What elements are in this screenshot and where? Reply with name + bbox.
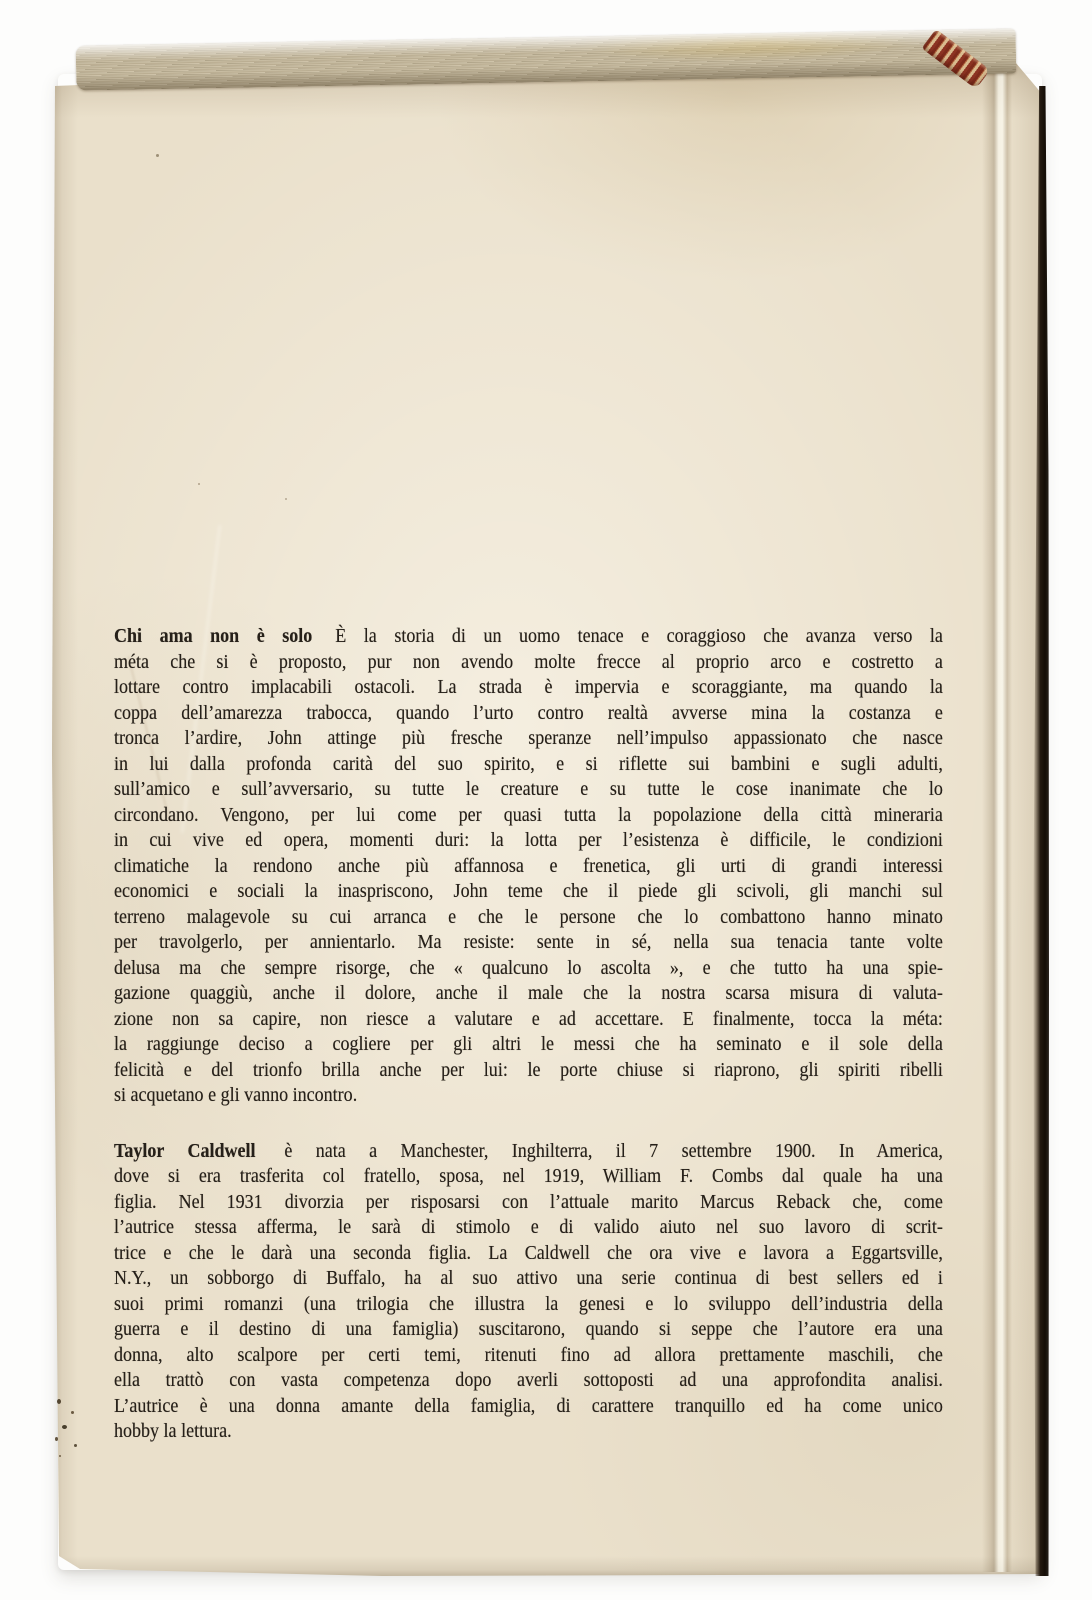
- spine-hinge-groove: [982, 60, 1012, 1572]
- stain-speck: [74, 1444, 77, 1447]
- text-line: climatiche la rendono anche più affannosa e frenetica, gli urti di grandi interessi: [114, 854, 943, 877]
- text-line: gazione quaggiù, anche il dolore, anche il male che la nostra scarsa misura di valuta-: [114, 982, 943, 1004]
- paragraph: [114, 1139, 943, 1445]
- text-line: figlia. Nel 1931 divorzia per risposarsi con l’attuale marito Marcus Reback che, come: [114, 1190, 943, 1213]
- text-line: sull’amico e sull’avversario, su tutte le creature e su tutte le cose inanimate che lo: [114, 778, 943, 800]
- stain-speck: [62, 1425, 67, 1429]
- text-line: in cui vive ed opera, momenti duri: la lotta per l’esistenza è difficile, le condizioni: [114, 829, 943, 851]
- text-line: ella trattò con vasta competenza dopo averli sottoposti ad una approfondita analisi.: [114, 1369, 943, 1391]
- stain-speck: [156, 154, 159, 157]
- text-line: L’autrice è una donna amante della famiglia, di carattere tranquillo ed ha come unico: [114, 1394, 943, 1417]
- text-line: la raggiunge deciso a cogliere per gli altri le messi che ha seminato e il sole della: [114, 1033, 943, 1055]
- text-line: terreno malagevole su cui arranca e che le persone che lo combattono hanno minato: [114, 905, 943, 928]
- text-line: in lui dalla profonda carità del suo spirito, e si riflette sui bambini e sugli adulti,: [114, 752, 943, 775]
- text-line: delusa ma che sempre risorge, che « qualcuno lo ascolta », e che tutto ha una spie-: [114, 956, 943, 979]
- stain-speck: [71, 1411, 74, 1414]
- text-line: circondano. Vengono, per lui come per quasi tutta la popolazione della città mineraria: [114, 803, 943, 826]
- text-line: N.Y., un sobborgo di Buffalo, ha al suo attivo una serie continua di best sellers ed i: [114, 1267, 943, 1289]
- text-line: guerra e il destino di una famiglia) suscitarono, quando si seppe che l’autore era una: [114, 1318, 943, 1340]
- stain-speck: [59, 1455, 61, 1457]
- back-cover-text: [114, 624, 943, 1445]
- text-line: tronca l’ardire, John attinge più fresche speranze nell’impulso appassionato che nasce: [114, 727, 943, 749]
- text-line: Chi ama non è solo È la storia di un uomo tenace e coraggioso che avanza verso la: [114, 625, 943, 647]
- text-line: si acquetano e gli vanno incontro.: [114, 1084, 358, 1106]
- stain-speck: [57, 1399, 61, 1404]
- text-line: l’autrice stessa afferma, le sarà di stimolo e di valido aiuto nel suo lavoro di scrit-: [114, 1216, 943, 1238]
- paragraph: [114, 624, 943, 1109]
- text-line: zione non sa capire, non riesce a valutare e ad accettare. E finalmente, tocca la méta:: [114, 1007, 943, 1030]
- text-line: lottare contro implacabili ostacoli. La strada è impervia e scoraggiante, ma quando la: [114, 676, 943, 698]
- paragraph-lead-bold: Taylor Caldwell: [114, 1139, 256, 1162]
- stain-speck: [55, 1437, 58, 1441]
- stain-speck: [198, 483, 200, 485]
- text-line: Taylor Caldwell è nata a Manchester, Inghilterra, il 7 settembre 1900. In America,: [114, 1139, 943, 1162]
- text-line: hobby la lettura.: [114, 1420, 232, 1442]
- text-line: coppa dell’amarezza trabocca, quando l’urto contro realtà avverse mina la costanza e: [114, 701, 943, 724]
- text-line: méta che si è proposto, pur non avendo molte frecce al proprio arco e costretto a: [114, 650, 943, 673]
- text-line: per travolgerlo, per annientarlo. Ma resiste: sente in sé, nella sua tenacia tante volte: [114, 931, 943, 953]
- text-line: suoi primi romanzi (una trilogia che illustra la genesi e lo sviluppo dell’industria della: [114, 1292, 943, 1315]
- paragraph-lead-bold: Chi ama non è solo: [114, 625, 313, 647]
- text-line: felicità e del trionfo brilla anche per lui: le porte chiuse si riaprono, gli spiriti ribelli: [114, 1058, 943, 1081]
- text-line: donna, alto scalpore per certi temi, ritenuti fino ad allora prettamente maschili, che: [114, 1343, 943, 1366]
- stain-speck: [285, 498, 287, 500]
- text-line: dove si era trasferita col fratello, sposa, nel 1919, William F. Combs dal quale ha una: [114, 1165, 943, 1187]
- text-line: economici e sociali la inaspriscono, John teme che il piede gli scivoli, gli manchi sul: [114, 880, 943, 902]
- text-line: trice e che le darà una seconda figlia. La Caldwell che ora vive e lavora a Eggartsville,: [114, 1241, 943, 1264]
